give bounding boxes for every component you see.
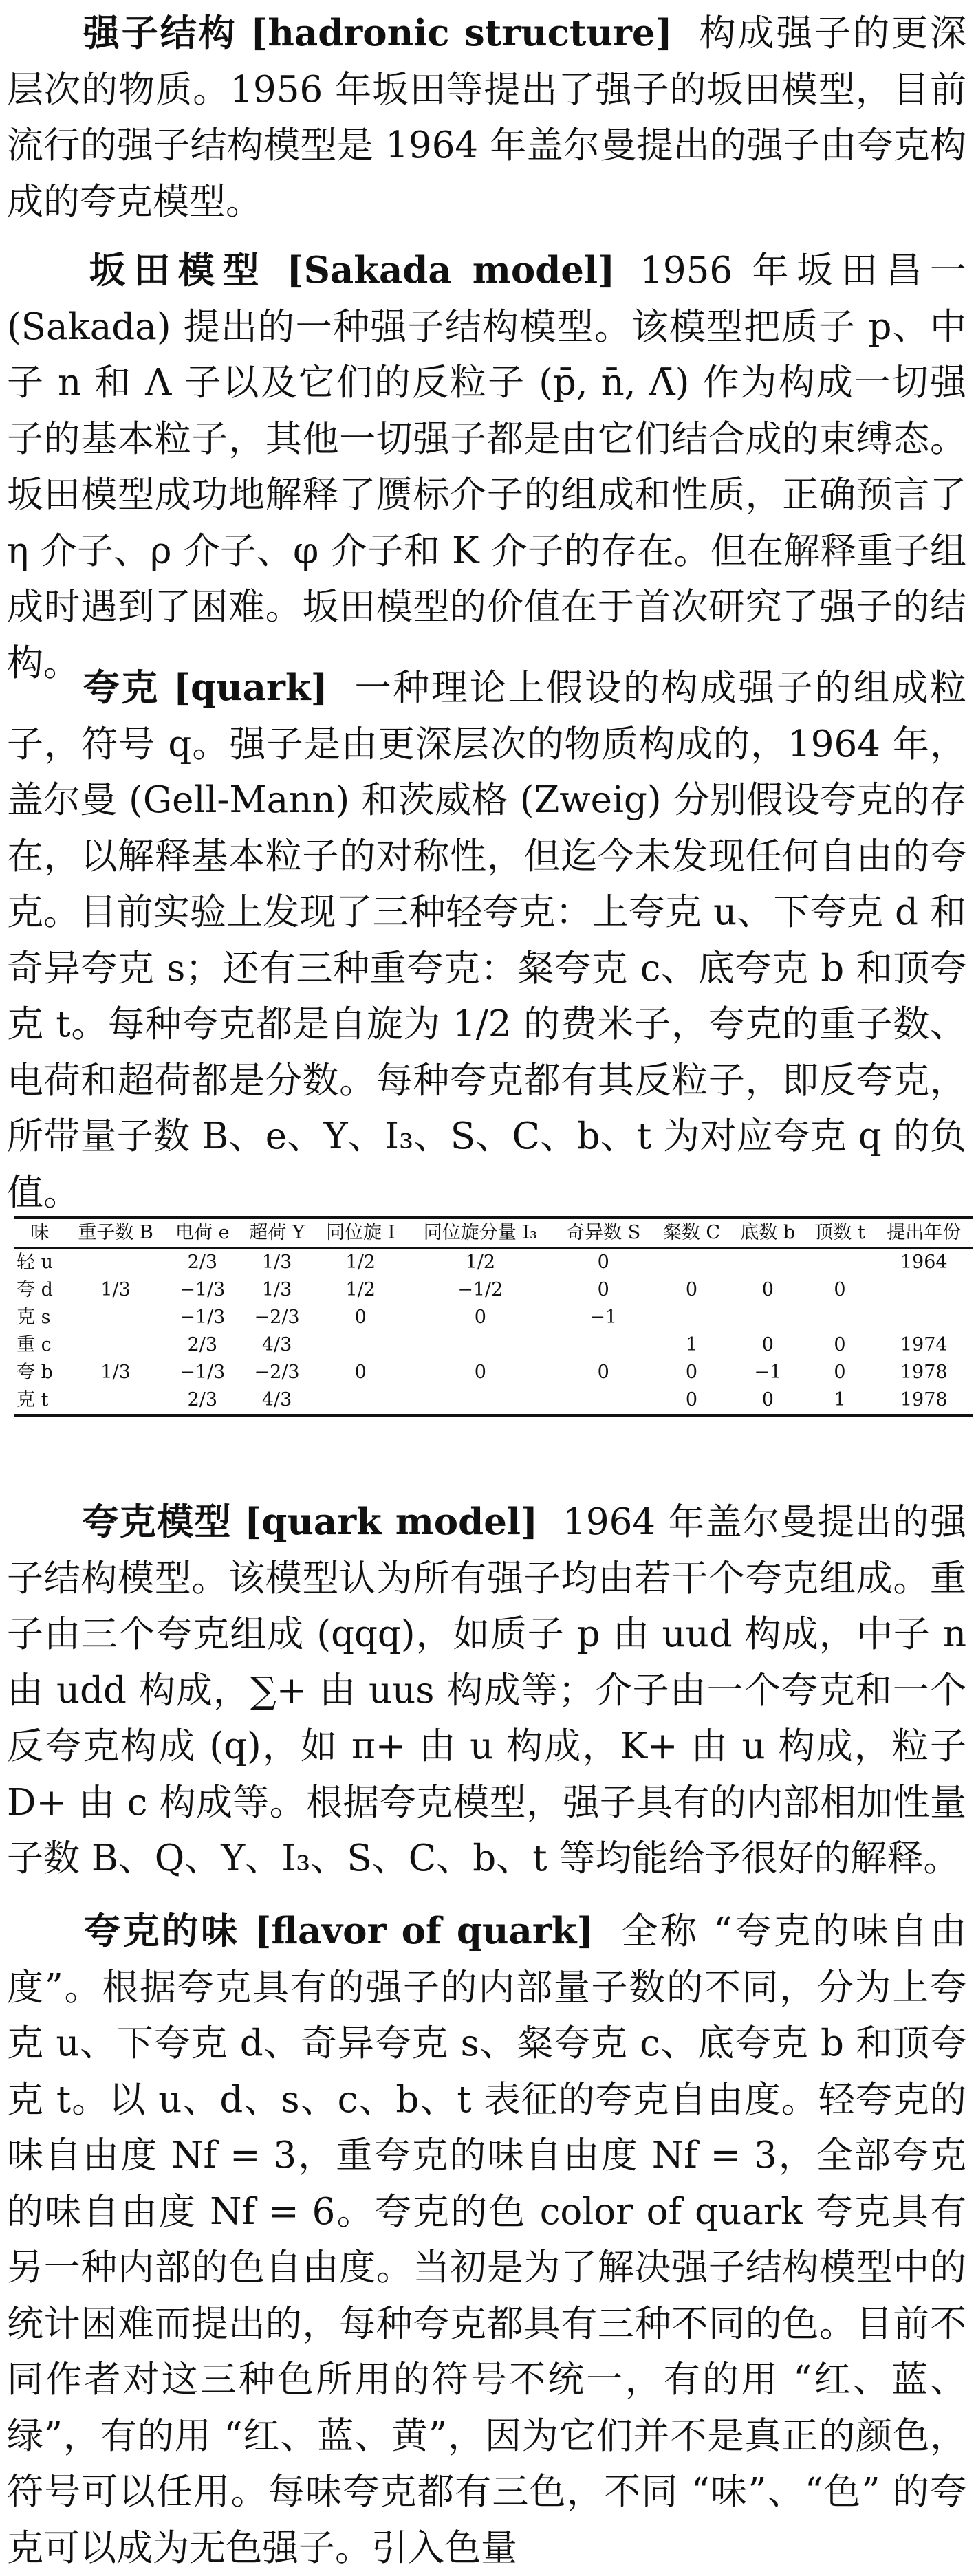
entry-quark [7,660,966,1221]
table-cell: 0 [685,1389,698,1410]
table-cell: 4/3 [261,1389,292,1410]
table-cell: 0 [834,1279,846,1300]
table-cell [874,1304,973,1331]
table-cell: −1/3 [180,1279,226,1300]
column-header: 同位旋分量 I₃ [423,1222,537,1243]
table-row [14,1331,973,1359]
column-header: 提出年份 [887,1222,962,1243]
table-cell [314,1331,406,1359]
table-cell: 1978 [900,1362,948,1383]
column-header: 味 [30,1222,50,1243]
table-cell [65,1386,165,1415]
table-cell: 0 [685,1279,698,1300]
table-cell: 0 [354,1307,367,1328]
table-cell: 4/3 [261,1334,292,1355]
table-cell: −1 [754,1362,782,1383]
table-cell: 重 c [17,1334,52,1355]
table-cell: 1/3 [100,1279,131,1300]
entry-quark-model [7,1494,966,1887]
table-cell [805,1304,875,1331]
table-cell [730,1248,805,1276]
table-cell: 2/3 [187,1334,218,1355]
table-cell: −1 [589,1307,618,1328]
entry-sakada-model [7,243,966,691]
entry-hadronic-structure [7,6,966,230]
table-cell: 0 [474,1307,486,1328]
table-cell: 1 [834,1389,846,1410]
table-cell: 0 [685,1362,698,1383]
english-term: [hadronic structure] [250,12,673,54]
table-cell: 0 [597,1279,609,1300]
table-row [14,1386,973,1415]
table-cell: 1/2 [345,1252,376,1273]
entry-text: 全称 “夸克的味自由度”。根据夸克具有的强子的内部量子数的不同，分为上夸克 u、下夸克 d、奇异夸克 s、粲夸克 c、底夸克 b 和顶夸克 t。以 u、d、s、c、b、t 表征的夸克自由度。轻夸克的味自由度 Nf = 3，重夸克的味自由度 Nf = 3，全部夸克的味自由度 Nf = 6。夸克的色 color of quark 夸克具有另一种内部的色自由度。当初是为了解决强子结构模型中的统计困难而提出的，每种夸克都具有三种不同的色。目前不同作者对这三种色所用的符号不统一，有的用 “红、蓝、绿”，有的用 “红、蓝、黄”，因为它们并不是真正的颜色，符号可以任用。每味夸克都有三色，不同 “味”、“色” 的夸克可以成为无色强子。引入色量 [7,1910,967,2569]
headword: 夸克模型 [81,1501,232,1543]
table-cell: −2/3 [254,1307,300,1328]
entry-text: 构成强子的更深层次的物质。1956 年坂田等提出了强子的坂田模型，目前流行的强子结构模型是 1964 年盖尔曼提出的强子由夸克构成的夸克模型。 [7,12,967,223]
table-cell [406,1331,554,1359]
english-term: [flavor of quark] [254,1910,594,1952]
table-cell: 0 [354,1362,367,1383]
headword: 坂田模型 [81,250,268,292]
table-cell: 1/3 [100,1362,131,1383]
table-cell: 夸 b [17,1362,53,1383]
column-header: 同位旋 I [326,1222,395,1243]
table-cell: 1 [685,1334,698,1355]
entry-text: 1964 年盖尔曼提出的强子结构模型。该模型认为所有强子均由若干个夸克组成。重子由三个夸克组成 (qqq)，如质子 p 由 uud 构成，中子 n 由 udd 构成，∑+ 由 uus 构成等；介子由一个夸克和一个反夸克构成 (q)，如 π+ 由 u 构成，K+ 由 u 构成，粒子 D+ 由 c 构成等。根据夸克模型，强子具有的内部相加性量子数 B、Q、Y、I₃、S、C、b、t 等均能给予很好的解释。 [7,1501,967,1879]
table-row [14,1359,973,1386]
quark-properties-table [14,1216,973,1417]
table-row [14,1304,973,1331]
table-cell: 克 s [17,1307,51,1328]
table-cell: 0 [597,1252,609,1273]
table-row [14,1276,973,1304]
table-cell: 0 [761,1389,774,1410]
table-cell [554,1386,653,1415]
table-cell: 0 [834,1362,846,1383]
table-cell [730,1304,805,1331]
table-cell [805,1248,875,1276]
table-cell [653,1304,730,1331]
table-cell [65,1331,165,1359]
english-term: [quark model] [244,1500,539,1543]
table-cell: −1/3 [180,1307,226,1328]
headword: 夸克的味 [81,1910,240,1952]
table-cell: 1964 [900,1252,948,1273]
entry-text: 一种理论上假设的构成强子的组成粒子，符号 q。强子是由更深层次的物质构成的，1964 年，盖尔曼 (Gell-Mann) 和茨威格 (Zweig) 分别假设夸克的存在，以解释基本粒子的对称性，但迄今未发现任何自由的夸克。目前实验上发现了三种轻夸克：上夸克 u、下夸克 d 和奇异夸克 s；还有三种重夸克：粲夸克 c、底夸克 b 和顶夸克 t。每种夸克都是自旋为 1/2 的费米子，夸克的重子数、电荷和超荷都是分数。每种夸克都有其反粒子，即反夸克，所带量子数 B、e、Y、I₃、S、C、b、t 为对应夸克 q 的负值。 [7,667,966,1214]
table-cell: 1/2 [465,1252,496,1273]
table-cell: 2/3 [187,1389,218,1410]
table-row [14,1248,973,1276]
table-cell [65,1304,165,1331]
column-header: 超荷 Y [249,1222,305,1243]
table-cell: 1978 [900,1389,948,1410]
headword: 强子结构 [81,12,237,54]
table-cell [314,1386,406,1415]
table-cell: 0 [761,1334,774,1355]
english-term: [quark] [173,666,328,709]
table-cell: −1/3 [180,1362,226,1383]
table-cell: 1974 [900,1334,948,1355]
table-cell: 克 t [17,1389,49,1410]
table-header-row [14,1217,973,1248]
entry-text: 1956 年坂田昌一 (Sakada) 提出的一种强子结构模型。该模型把质子 p、中子 n 和 Λ 子以及它们的反粒子 (p̄, n̄, Λ̄) 作为构成一切强子的基本粒子，其他一切强子都是由它们结合成的束缚态。坂田模型成功地解释了赝标介子的组成和性质，正确预言了 η 介子、ρ 介子、φ 介子和 K 介子的存在。但在解释重子组成时遇到了困难。坂田模型的价值在于首次研究了强子的结构。 [7,250,967,684]
table-cell: −2/3 [254,1362,300,1383]
table-cell: 1/3 [261,1252,292,1273]
column-header: 底数 b [740,1222,796,1243]
table-cell: 0 [474,1362,486,1383]
table-cell: 2/3 [187,1252,218,1273]
column-header: 奇异数 S [566,1222,641,1243]
table-cell: 1/2 [345,1279,376,1300]
table-cell [406,1386,554,1415]
table-cell [554,1331,653,1359]
table-cell: 0 [597,1362,609,1383]
column-header: 粲数 C [662,1222,721,1243]
table-cell [653,1248,730,1276]
column-header: 重子数 B [78,1222,153,1243]
english-term: [Sakada model] [286,249,616,292]
table-cell: 0 [834,1334,846,1355]
table-cell: −1/2 [457,1279,503,1300]
table-cell [65,1248,165,1276]
entry-flavor-of-quark [7,1903,966,2576]
table-cell: 0 [761,1279,774,1300]
column-header: 顶数 t [814,1222,865,1243]
column-header: 电荷 e [175,1222,230,1243]
headword: 夸克 [81,667,160,709]
table-cell [874,1276,973,1304]
table-cell: 1/3 [261,1279,292,1300]
table-cell: 夸 d [17,1279,53,1300]
table-cell: 轻 u [17,1252,53,1273]
